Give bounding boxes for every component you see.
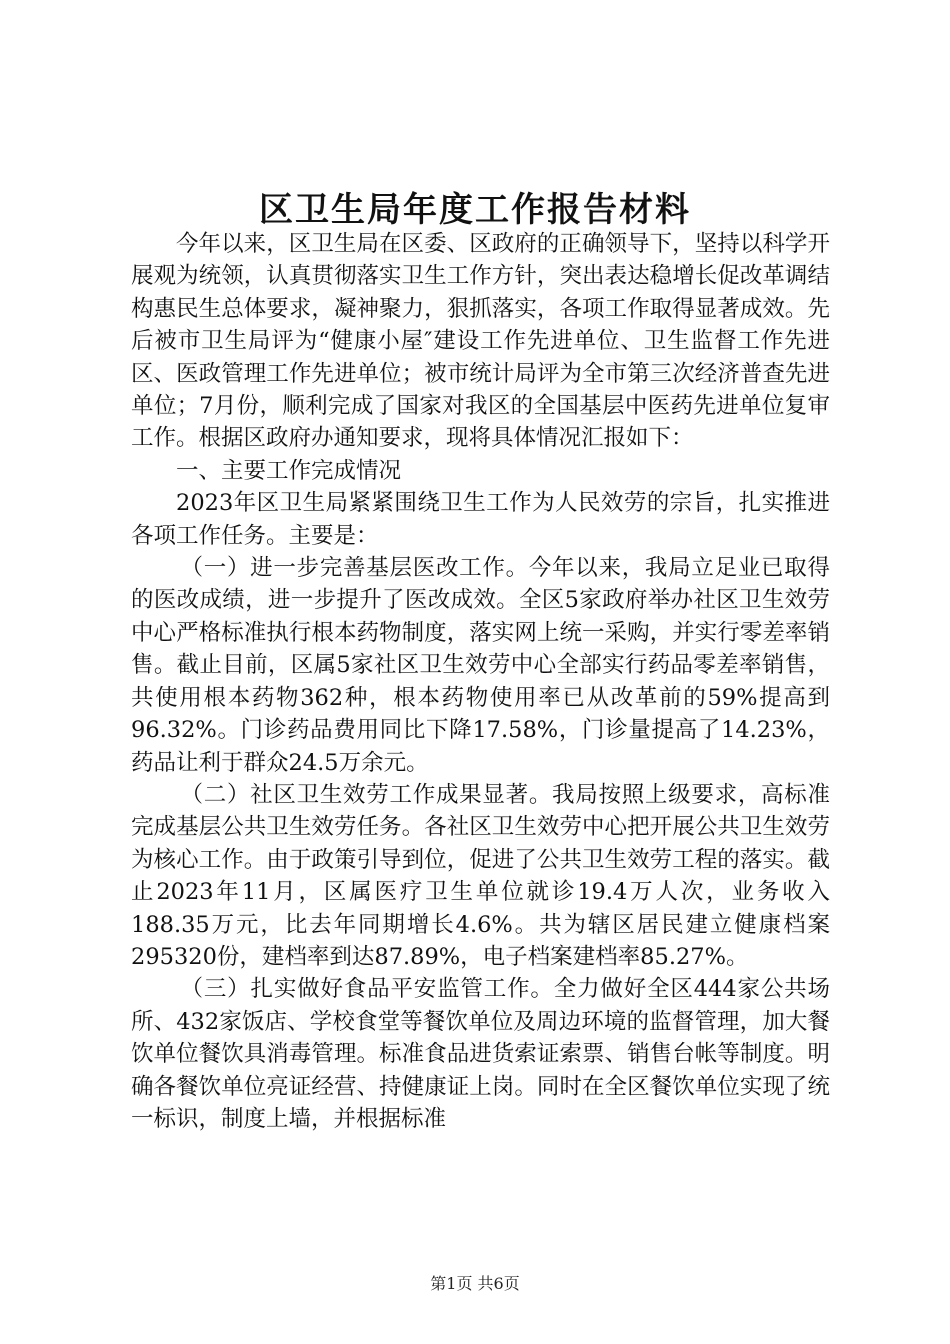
item-3-paragraph: （三）扎实做好食品平安监管工作。全力做好全区444家公共场所、432家饭店、学校食堂等餐饮单位及周边环境的监督管理，加大餐饮单位餐饮具消毒管理。标准食品进货索证索票、销售台帐等制度。明确各餐饮单位亮证经营、持健康证上岗。同时在全区餐饮单位实现了统一标识，制度上墙，并根据标准	[131, 976, 830, 1132]
document-body	[131, 228, 830, 1135]
section-heading: 一、主要工作完成情况	[176, 457, 402, 484]
document-title: 区卫生局年度工作报告材料	[259, 190, 691, 230]
item-2-paragraph: （二）社区卫生效劳工作成果显著。我局按照上级要求，高标准完成基层公共卫生效劳任务。各社区卫生效劳中心把开展公共卫生效劳为核心工作。由于政策引导到位，促进了公共卫生效劳工程的落实。截止2023年11月，区属医疗卫生单位就诊19.4万人次，业务收入188.35万元，比去年同期增长4.6%。共为辖区居民建立健康档案295320份，建档率到达87.89%，电子档案建档率85.27%。	[131, 781, 830, 970]
page-number-footer: 第1页 共6页	[430, 1274, 520, 1293]
intro-paragraph: 今年以来，区卫生局在区委、区政府的正确领导下，坚持以科学开展观为统领，认真贯彻落实卫生工作方针，突出表达稳增长促改革调结构惠民生总体要求，凝神聚力，狠抓落实，各项工作取得显著成效。先后被市卫生局评为“健康小屋″建设工作先进单位、卫生监督工作先进区、医政管理工作先进单位；被市统计局评为全市第三次经济普查先进单位；7月份，顺利完成了国家对我区的全国基层中医药先进单位复审工作。根据区政府办通知要求，现将具体情况汇报如下：	[131, 231, 830, 452]
item-1-paragraph: （一）进一步完善基层医改工作。今年以来，我局立足业已取得的医改成绩，进一步提升了医改成效。全区5家政府举办社区卫生效劳中心严格标准执行根本药物制度，落实网上统一采购，并实行零差率销售。截止目前，区属5家社区卫生效劳中心全部实行药品零差率销售，共使用根本药物362种，根本药物使用率已从改革前的59%提高到96.32%。门诊药品费用同比下降17.58%，门诊量提高了14.23%，药品让利于群众24.5万余元。	[131, 555, 830, 776]
summary-paragraph: 2023年区卫生局紧紧围绕卫生工作为人民效劳的宗旨，扎实推进各项工作任务。主要是：	[131, 490, 830, 549]
